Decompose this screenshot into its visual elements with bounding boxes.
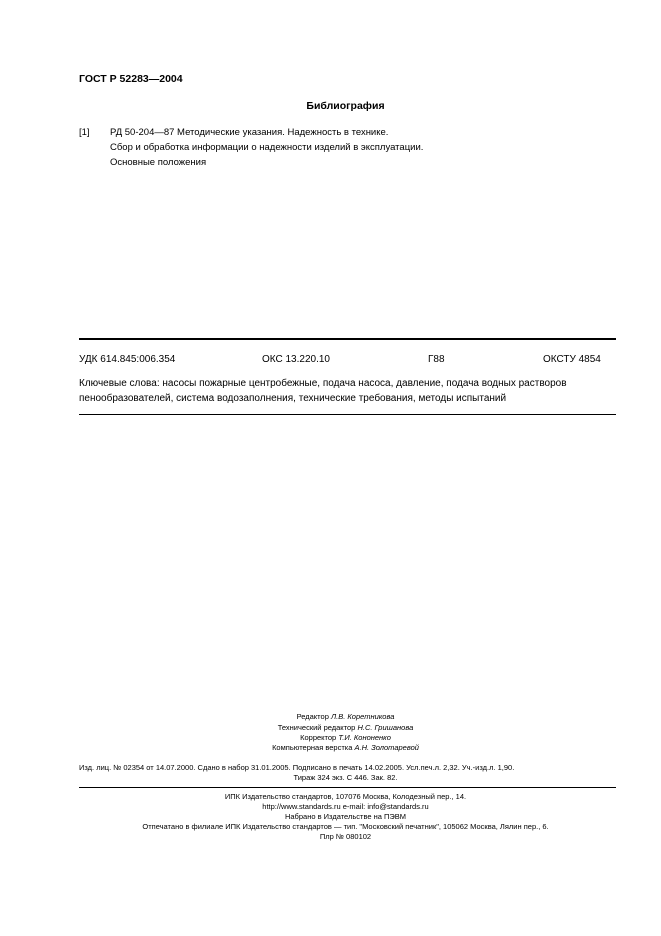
- publisher-line: Набрано в Издательстве на ПЭВМ: [284, 812, 407, 821]
- oks-code: ОКС 13.220.10: [262, 354, 330, 365]
- reference-number: [1]: [79, 127, 90, 138]
- credit-name: Н.С. Гришанова: [357, 723, 414, 732]
- publisher-line: ИПК Издательство стандартов, 107076 Москва, Колодезный пер., 14.: [224, 792, 467, 801]
- publisher-rule: [79, 787, 616, 788]
- credit-layout: [0, 743, 661, 752]
- credit-name: Л.В. Коретникова: [330, 712, 395, 721]
- credit-tech-editor: [0, 723, 661, 732]
- imprint-line: Изд. лиц. № 02354 от 14.07.2000. Сдано в набор 31.01.2005. Подписано в печать 14.02.2005. Усл.печ.л. 2,32. Уч.-изд.л. 1,90.: [79, 763, 515, 772]
- credit-role: Редактор: [296, 712, 329, 721]
- reference-line: Основные положения: [110, 157, 207, 168]
- credit-role: Корректор: [300, 733, 337, 742]
- credit-role: Компьютерная верстка: [272, 743, 353, 752]
- reference-line: РД 50-204—87 Методические указания. Надежность в технике.: [110, 127, 389, 138]
- credit-name: Т.И. Кононенко: [338, 733, 391, 742]
- credit-editor: [0, 712, 661, 721]
- udk-code: УДК 614.845:006.354: [79, 354, 176, 365]
- reference-line: Сбор и обработка информации о надежности изделий в эксплуатации.: [110, 142, 424, 153]
- keywords-line: пенообразователей, система водозаполнения, технические требования, методы испытаний: [79, 393, 507, 404]
- group-code: Г88: [428, 354, 445, 365]
- keywords-rule: [79, 414, 616, 415]
- credit-name: А.Н. Золотаревой: [354, 743, 419, 752]
- publisher-line: http://www.standards.ru e-mail: info@standards.ru: [262, 802, 429, 811]
- publisher-line: Плр № 080102: [319, 832, 372, 841]
- bibliography-title: Библиография: [306, 100, 385, 112]
- imprint-line: Тираж 324 экз. С 446. Зак. 82.: [293, 773, 398, 782]
- credit-role: Технический редактор: [277, 723, 356, 732]
- top-rule: [79, 338, 616, 340]
- standard-header: ГОСТ Р 52283—2004: [79, 73, 183, 85]
- okstu-code: ОКСТУ 4854: [543, 354, 601, 365]
- publisher-line: Отпечатано в филиале ИПК Издательство стандартов — тип. "Московский печатник", 105062 Москва, Лялин пер., 6.: [142, 822, 549, 831]
- credit-corrector: [0, 733, 661, 742]
- keywords-line: Ключевые слова: насосы пожарные центробежные, подача насоса, давление, подача водных растворов: [79, 378, 567, 389]
